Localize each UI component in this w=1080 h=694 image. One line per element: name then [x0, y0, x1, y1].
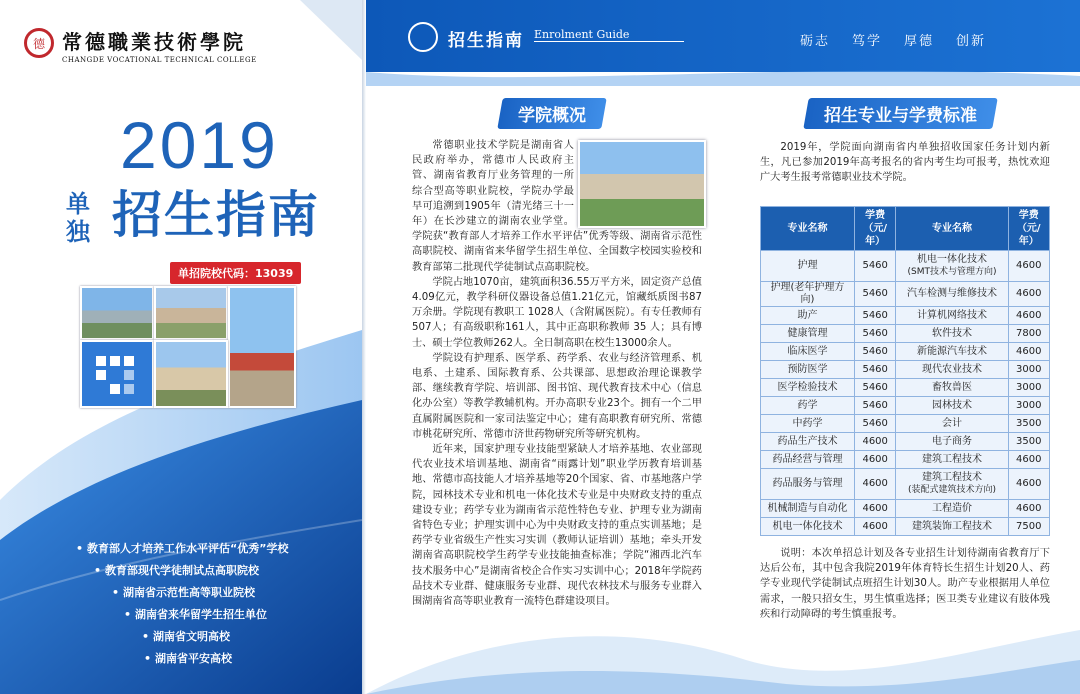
table-cell: 医学检验技术	[761, 379, 855, 397]
honor-item: • 湖南省文明高校	[142, 626, 289, 648]
major-name: 工程造价	[931, 502, 972, 514]
table-cell: 预防医学	[761, 361, 855, 379]
table-cell: 护理(老年护理方向)	[761, 282, 855, 307]
table-cell: 3000	[1008, 379, 1049, 397]
table-cell: 护理	[761, 251, 855, 282]
table-row	[761, 343, 1050, 361]
table-cell: 5460	[854, 307, 895, 325]
table-cell: 药品服务与管理	[761, 469, 855, 500]
honor-item: • 湖南省示范性高等职业院校	[112, 582, 289, 604]
table-row	[761, 251, 1050, 282]
table-cell: 助产	[761, 307, 855, 325]
school-logo-icon: 德	[24, 28, 54, 58]
table-row	[761, 379, 1050, 397]
table-cell	[896, 397, 1008, 415]
honor-item: • 湖南省来华留学生招生单位	[124, 604, 289, 626]
column-header: 学费（元/年）	[1008, 207, 1049, 251]
campus-photo-1	[80, 286, 154, 340]
table-row	[761, 469, 1050, 500]
table-cell: 5460	[854, 397, 895, 415]
intro-paragraph-1	[412, 138, 702, 275]
table-cell: 3000	[1008, 361, 1049, 379]
header-logo-icon	[408, 22, 438, 52]
table-row	[761, 397, 1050, 415]
major-name: 新能源汽车技术	[916, 345, 987, 357]
motto: 笃学	[852, 34, 883, 49]
table-cell: 5460	[854, 325, 895, 343]
table-row	[761, 500, 1050, 518]
fees-lead-text: 2019年，学院面向湖南省内单独招收国家任务计划内新生，凡已参加2019年高考报名的省内考生均可报考，热忱欢迎广大考生报考常德职业技术学院。	[760, 142, 1050, 184]
table-cell: 健康管理	[761, 325, 855, 343]
table-cell: 药品经营与管理	[761, 451, 855, 469]
table-cell: 中药学	[761, 415, 855, 433]
table-cell: 4600	[1008, 500, 1049, 518]
table-cell: 4600	[1008, 307, 1049, 325]
table-cell: 4600	[1008, 251, 1049, 282]
table-cell: 7800	[1008, 325, 1049, 343]
school-name-cn: 常德職業技術學院	[62, 30, 246, 54]
table-cell: 5460	[854, 251, 895, 282]
campus-photo-2	[154, 286, 228, 340]
table-row	[761, 282, 1050, 307]
table-cell	[896, 451, 1008, 469]
campus-photo-sculpture	[228, 286, 296, 408]
table-cell	[896, 469, 1008, 500]
table-cell: 3500	[1008, 415, 1049, 433]
school-mottos	[800, 30, 986, 49]
table-cell: 4600	[1008, 451, 1049, 469]
table-row	[761, 361, 1050, 379]
major-name: 计算机网络技术	[916, 309, 987, 321]
fees-table-header	[761, 207, 1050, 251]
intro-paragraph-2: 学院占地1070亩，建筑面积36.55万平方米，固定资产总值4.09亿元，教学科研仪器设备总值1.21亿元，馆藏纸质图书87万余册。学院现有教职工 1028人（含附属医院）。有专任教师有507人；有高级职称161人，其中正高职称教师 35 人；具有博士、硕士学位教师262人。全日制高职在校生13000余人。	[412, 276, 702, 349]
cover-main-title: 招生指南	[112, 186, 320, 244]
table-cell: 4600	[1008, 469, 1049, 500]
intro-text-block	[412, 138, 702, 609]
cover-dandu: 单独	[66, 190, 90, 246]
cover-page	[0, 0, 362, 694]
motto: 砺志	[800, 34, 831, 49]
table-row	[761, 307, 1050, 325]
intro-paragraph-3: 学院设有护理系、医学系、药学系、农业与经济管理系、机电系、土建系、国际教育系、公共课部、思想政治理论课教学部、继续教育学院、培训部、图书馆、现代教育技术中心（信息化办公室）等教学教辅机构。开办高职专业23个。拥有一个二甲直属附属医院和一家司法鉴定中心；建有高职教育研究所、常德市桃花研究所、常德市济世药物研究所等研究机构。	[412, 352, 702, 440]
table-cell: 5460	[854, 282, 895, 307]
table-cell: 5460	[854, 361, 895, 379]
table-cell: 5460	[854, 415, 895, 433]
major-name: 建筑装饰工程技术	[911, 520, 992, 532]
major-name: 机电一体化技术	[916, 254, 987, 265]
fees-note: 说明：本次单招总计划及各专业招生计划待湖南省教育厅下达后公布，其中包含我院2019年体育特长生招生计划20人、药学专业现代学徒制试点班招生计划30人。助产专业根据用人单位需求，一般只招女生，男生慎重选择；医卫类专业建议有肢体残疾和行动障碍的考生慎重报考。	[760, 548, 1050, 620]
major-name: 电子商务	[931, 435, 972, 447]
campus-photo-3	[154, 340, 228, 408]
fees-section-title: 招生专业与学费标准	[803, 98, 997, 129]
column-header: 专业名称	[896, 207, 1008, 251]
decorative-tile	[80, 340, 154, 408]
table-cell: 药学	[761, 397, 855, 415]
table-cell: 临床医学	[761, 343, 855, 361]
table-cell	[896, 415, 1008, 433]
table-cell: 3500	[1008, 433, 1049, 451]
major-name: 会计	[941, 417, 962, 429]
table-cell	[896, 518, 1008, 536]
fees-table	[760, 206, 1050, 536]
table-cell	[896, 379, 1008, 397]
major-name: 建筑工程技术	[921, 472, 982, 483]
table-cell: 3000	[1008, 397, 1049, 415]
major-name: 软件技术	[931, 327, 972, 339]
column-header: 专业名称	[761, 207, 855, 251]
table-cell	[896, 433, 1008, 451]
table-cell: 4600	[854, 451, 895, 469]
major-name: 畜牧兽医	[931, 381, 972, 393]
honors-list	[58, 538, 289, 670]
table-cell: 4600	[854, 500, 895, 518]
table-cell	[896, 500, 1008, 518]
table-row	[761, 325, 1050, 343]
inner-pages	[366, 0, 1080, 694]
school-name-en: CHANGDE VOCATIONAL TECHNICAL COLLEGE	[62, 56, 257, 64]
major-name: 汽车检测与维修技术	[906, 288, 997, 299]
table-cell	[896, 361, 1008, 379]
table-cell: 4600	[1008, 282, 1049, 307]
major-name: 建筑工程技术	[921, 453, 982, 465]
table-cell	[896, 282, 1008, 307]
honor-item: • 湖南省平安高校	[144, 648, 289, 670]
grid-pattern-icon	[82, 342, 152, 406]
honor-item: • 教育部现代学徒制试点高职院校	[94, 560, 289, 582]
intro-paragraph-4: 近年来，国家护理专业技能型紧缺人才培养基地、农业部现代农业技术培训基地、湖南省“雨露计划”职业学历教育培训基地、常德市高技能人才培养基地等20个国家、省、市基地落户学院，园林技术专业和机电一体化技术专业是中央财政支持的重点建设专业；药学专业为湖南省示范性特色专业、护理专业为湖南省特色专业；护理实训中心为中央财政支持的重点实训基地；是药学专业省级生产性实习实训（教师认证培训）基地；牵头开发湖南省高职院校学生药学专业技能抽查标准；学院“湘西北汽车技术服务中心”是湖南省校企合作实习实训中心；2018年学院药品技术专业群、健康服务专业群、现代农林技术与服务专业群入围湖南省高等职业教育一流特色群建设项目。	[412, 444, 702, 608]
table-cell	[896, 325, 1008, 343]
table-row	[761, 433, 1050, 451]
honor-item: • 教育部人才培养工作水平评估“优秀”学校	[76, 538, 289, 560]
column-header: 学费（元/年）	[854, 207, 895, 251]
major-name: 园林技术	[931, 399, 972, 411]
intro-paragraph-1-text: 常德职业技术学院是湖南省人民政府举办，常德市人民政府主管、湖南省教育厅业务管理的一所综合型高等职业院校，学院办学最早可追溯到1905年（清光绪三十一年）在长沙建立的湖南农业学堂。学院获“教育部人才培养工作水平评估”优秀等级、湖南省示范性高职院校、湖南省来华留学生招生单位、全国数字校园实验校和教育部第二批现代学徒制试点高职院校。	[412, 140, 702, 273]
table-cell: 7500	[1008, 518, 1049, 536]
header-title-cn: 招生指南	[448, 31, 524, 51]
table-cell: 4600	[1008, 343, 1049, 361]
table-cell: 4600	[854, 433, 895, 451]
intro-section-title: 学院概况	[497, 98, 606, 129]
table-cell: 5460	[854, 379, 895, 397]
table-cell	[896, 251, 1008, 282]
motto: 厚德	[904, 34, 935, 49]
table-cell: 4600	[854, 518, 895, 536]
table-cell	[896, 343, 1008, 361]
table-cell: 机电一体化技术	[761, 518, 855, 536]
major-direction: (SMT技术与管理方向)	[907, 267, 997, 277]
table-cell: 5460	[854, 343, 895, 361]
table-row	[761, 518, 1050, 536]
table-cell: 药品生产技术	[761, 433, 855, 451]
table-row	[761, 415, 1050, 433]
cover-year: 2019	[120, 108, 279, 182]
major-direction: (装配式建筑技术方向)	[907, 485, 996, 495]
table-cell	[896, 307, 1008, 325]
motto: 创新	[956, 34, 987, 49]
school-code-badge: 单招院校代码：13039	[170, 262, 301, 284]
major-name: 现代农业技术	[921, 363, 982, 375]
header-title-en: Enrolment Guide	[534, 28, 684, 42]
table-cell: 4600	[854, 469, 895, 500]
table-row	[761, 451, 1050, 469]
table-cell: 机械制造与自动化	[761, 500, 855, 518]
